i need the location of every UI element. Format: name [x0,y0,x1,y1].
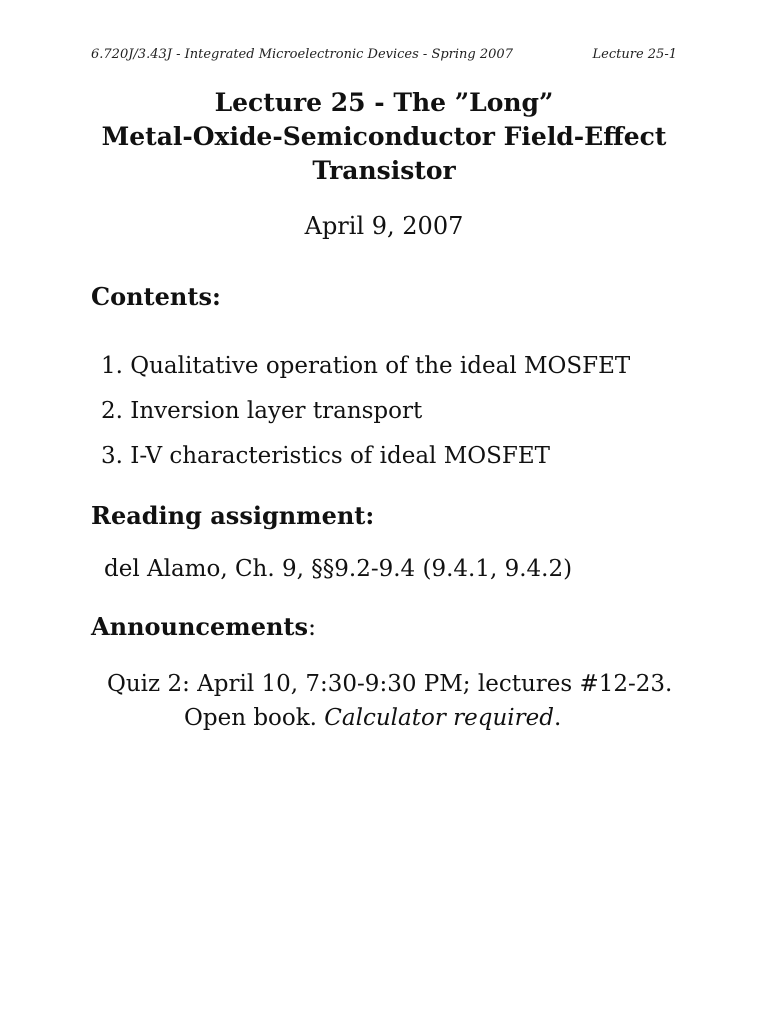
contents-item: 1. Qualitative operation of the ideal MOSFET [101,353,631,379]
lecture-title-line-2: Metal-Oxide-Semiconductor Field-Effect [101,122,667,151]
page-number: Lecture 25-1 [592,47,677,62]
title-block [0,86,768,240]
page-header [91,47,677,62]
announcements-heading-colon: : [308,613,317,641]
contents-item: 3. I-V characteristics of ideal MOSFET [101,443,550,469]
quiz-line-1: Quiz 2: April 10, 7:30-9:30 PM; lectures #12-23. [107,671,673,697]
calculator-required-text: Calculator required [324,705,554,731]
contents-list [101,344,630,479]
course-header: 6.720J/3.43J - Integrated Microelectronic Devices - Spring 2007 [91,47,513,62]
reading-heading: Reading assignment: [91,501,375,530]
quiz-line-2-period: . [553,705,562,731]
contents-item: 2. Inversion layer transport [101,398,423,424]
lecture-date: April 9, 2007 [304,212,464,240]
reading-assignment-text: del Alamo, Ch. 9, §§9.2-9.4 (9.4.1, 9.4.2) [104,556,573,582]
announcements-heading [91,612,316,641]
quiz-line-2 [107,701,672,735]
lecture-title-line-3: Transistor [312,156,456,185]
announcements-heading-label: Announcements [91,612,309,641]
open-book-text: Open book. [184,705,325,731]
contents-heading: Contents: [91,282,221,311]
quiz-announcement [107,667,672,735]
lecture-title-line-1: Lecture 25 - The ”Long” [214,88,554,117]
